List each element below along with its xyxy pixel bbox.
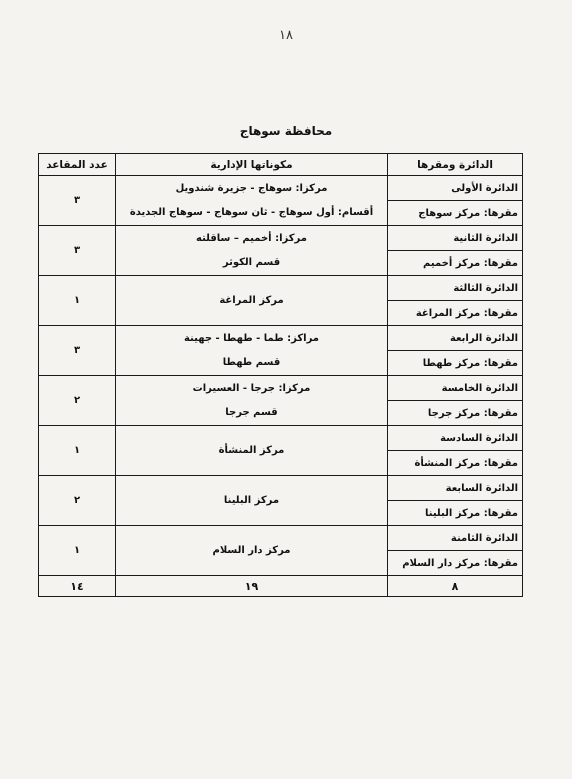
table-row	[39, 476, 523, 501]
district-seats: ٣	[39, 176, 116, 226]
district-components	[116, 476, 388, 526]
table-row	[39, 326, 523, 351]
component-line: قسم جرجا	[225, 406, 278, 418]
header-seats: عدد المقاعد	[39, 154, 116, 176]
district-seats: ٢	[39, 376, 116, 426]
table-header-row	[39, 154, 523, 176]
component-line: مركز المراغة	[219, 294, 284, 306]
district-seat-hq: مقرها: مركز البلينا	[388, 501, 523, 526]
district-components	[116, 226, 388, 276]
district-name: الدائرة الأولى	[388, 176, 523, 201]
table-row	[39, 226, 523, 251]
district-name: الدائرة الثالثة	[388, 276, 523, 301]
component-line: مركزا: جرجا - العسيرات	[192, 382, 311, 394]
district-seats: ١	[39, 526, 116, 576]
table-row	[39, 426, 523, 451]
page-number: ١٨	[279, 28, 293, 43]
total-components: ١٩	[116, 576, 388, 597]
component-line: مركز البلينا	[223, 494, 280, 506]
district-seats: ١	[39, 276, 116, 326]
districts-table	[38, 153, 523, 597]
component-line: قسم الكوثر	[222, 256, 281, 268]
component-line: قسم طهطا	[222, 356, 281, 368]
district-components	[116, 276, 388, 326]
page-title: محافظة سوهاج	[239, 124, 333, 138]
district-components	[116, 426, 388, 476]
district-name: الدائرة الثانية	[388, 226, 523, 251]
district-name: الدائرة السادسة	[388, 426, 523, 451]
district-seats: ٣	[39, 226, 116, 276]
totals-row	[39, 576, 523, 597]
header-components: مكوناتها الإدارية	[116, 154, 388, 176]
component-line: مراكز: طما - طهطا - جهينة	[183, 332, 319, 344]
header-district: الدائرة ومقرها	[388, 154, 523, 176]
district-seats: ١	[39, 426, 116, 476]
district-components	[116, 326, 388, 376]
component-line: مركزا: سوهاج - جزيرة شندويل	[175, 182, 328, 194]
district-seat-hq: مقرها: مركز سوهاج	[388, 201, 523, 226]
district-components	[116, 176, 388, 226]
component-line: مركز المنشأة	[218, 444, 285, 456]
component-line: مركزا: أخميم – ساقلته	[196, 232, 307, 244]
district-name: الدائرة الخامسة	[388, 376, 523, 401]
total-seats: ١٤	[39, 576, 116, 597]
table-row	[39, 176, 523, 201]
table-row	[39, 276, 523, 301]
component-line: أقسام: أول سوهاج - ثان سوهاج - سوهاج الجديدة	[129, 206, 374, 218]
district-name: الدائرة الرابعة	[388, 326, 523, 351]
total-districts: ٨	[388, 576, 523, 597]
district-seat-hq: مقرها: مركز أخميم	[388, 251, 523, 276]
district-name: الدائرة الثامنة	[388, 526, 523, 551]
table-row	[39, 376, 523, 401]
district-seats: ٣	[39, 326, 116, 376]
table-body	[39, 176, 523, 576]
district-seat-hq: مقرها: مركز المراغة	[388, 301, 523, 326]
district-seat-hq: مقرها: مركز جرجا	[388, 401, 523, 426]
district-seat-hq: مقرها: مركز دار السلام	[388, 551, 523, 576]
district-name: الدائرة السابعة	[388, 476, 523, 501]
district-components	[116, 376, 388, 426]
district-seat-hq: مقرها: مركز طهطا	[388, 351, 523, 376]
district-seats: ٢	[39, 476, 116, 526]
component-line: مركز دار السلام	[212, 544, 291, 556]
district-seat-hq: مقرها: مركز المنشأة	[388, 451, 523, 476]
district-components	[116, 526, 388, 576]
table-row	[39, 526, 523, 551]
